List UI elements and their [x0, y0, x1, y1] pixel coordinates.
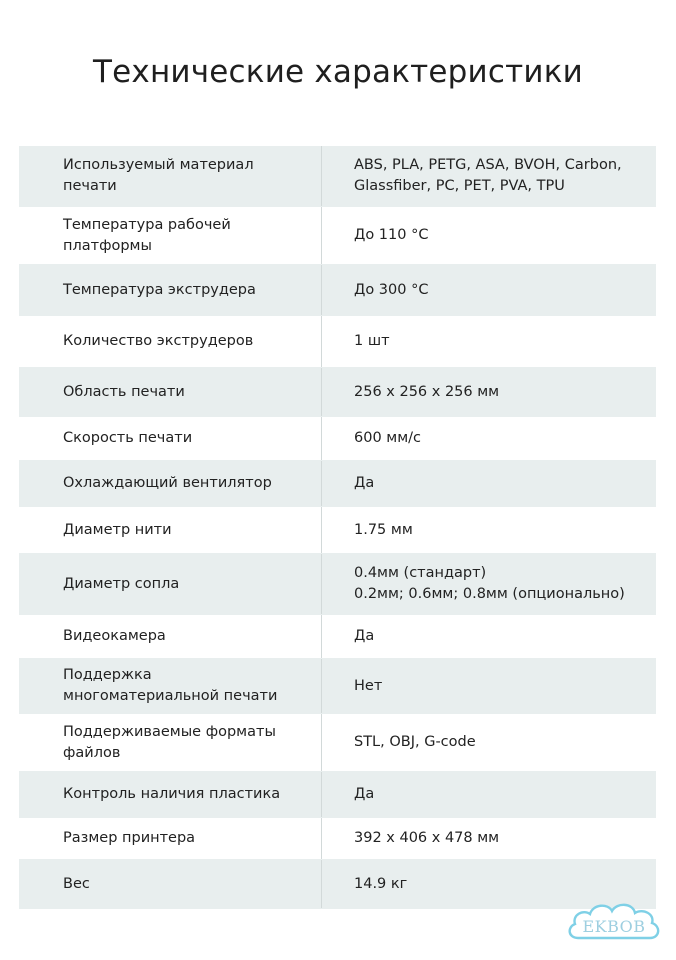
spec-row — [19, 860, 656, 909]
spec-value — [322, 316, 656, 367]
logo-text: EKBOB — [582, 917, 646, 936]
spec-value — [322, 659, 656, 713]
spec-value-line: 1 шт — [354, 333, 390, 349]
spec-value — [322, 772, 656, 817]
spec-value — [322, 368, 656, 416]
spec-row — [19, 207, 656, 265]
spec-row — [19, 772, 656, 818]
spec-value — [322, 507, 656, 553]
spec-label: Температура рабочей платформы — [19, 207, 322, 264]
spec-row — [19, 368, 656, 417]
spec-label: Температура экструдера — [19, 265, 322, 315]
ekbob-logo — [564, 898, 664, 948]
spec-label: Диаметр нити — [19, 507, 322, 553]
spec-value-line: 0.2мм; 0.6мм; 0.8мм (опционально) — [354, 586, 625, 602]
spec-row — [19, 714, 656, 772]
spec-label: Контроль наличия пластика — [19, 772, 322, 817]
spec-value-line: STL, OBJ, G-code — [354, 734, 476, 750]
spec-value-line: До 300 °C — [354, 281, 429, 298]
spec-label: Поддержка многоматериальной печати — [19, 659, 322, 713]
spec-value-line: Glassfiber, PC, PET, PVA, TPU — [354, 178, 565, 194]
spec-row — [19, 507, 656, 554]
spec-value — [322, 615, 656, 658]
spec-label: Охлаждающий вентилятор — [19, 461, 322, 506]
spec-table — [19, 146, 656, 909]
spec-row — [19, 818, 656, 860]
spec-row — [19, 265, 656, 316]
spec-value — [322, 461, 656, 506]
spec-row — [19, 659, 656, 714]
spec-row — [19, 461, 656, 507]
spec-label: Размер принтера — [19, 818, 322, 859]
spec-value-line: Да — [354, 786, 375, 802]
spec-value-line: ABS, PLA, PETG, ASA, BVOH, Carbon, — [354, 157, 622, 173]
spec-value — [322, 207, 656, 264]
spec-row — [19, 146, 656, 207]
spec-label: Скорость печати — [19, 417, 322, 460]
spec-value — [322, 818, 656, 859]
spec-label: Количество экструдеров — [19, 316, 322, 367]
spec-value-line: 256 x 256 x 256 мм — [354, 383, 500, 400]
spec-label: Область печати — [19, 368, 322, 416]
spec-value-line: До 110 °C — [354, 227, 429, 243]
spec-value — [322, 417, 656, 460]
spec-label: Видеокамера — [19, 615, 322, 658]
spec-value-line: 1.75 мм — [354, 521, 413, 538]
spec-value — [322, 265, 656, 315]
spec-row — [19, 615, 656, 659]
spec-row — [19, 417, 656, 461]
spec-value — [322, 714, 656, 771]
spec-value — [322, 146, 656, 206]
spec-label: Диаметр сопла — [19, 554, 322, 614]
spec-value-line: Да — [354, 475, 375, 491]
spec-value — [322, 554, 656, 614]
spec-value-line: 0.4мм (стандарт) — [354, 565, 487, 581]
spec-value-line: Нет — [354, 677, 383, 694]
spec-value-line: 392 x 406 x 478 мм — [354, 830, 500, 846]
spec-value-line: 14.9 кг — [354, 875, 408, 892]
spec-row — [19, 316, 656, 368]
spec-label: Вес — [19, 860, 322, 908]
spec-value-line: Да — [354, 628, 375, 644]
spec-value-line: 600 мм/с — [354, 430, 422, 446]
spec-label: Поддерживаемые форматы файлов — [19, 714, 322, 771]
spec-label: Используемый материал печати — [19, 146, 322, 206]
page-title: Технические характеристики — [92, 54, 583, 90]
spec-row — [19, 554, 656, 615]
